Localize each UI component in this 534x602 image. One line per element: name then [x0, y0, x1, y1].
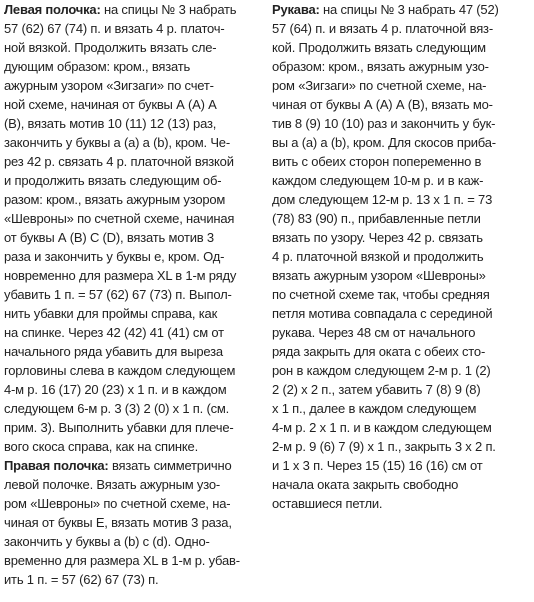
- text-line: петля мотива совпадала с серединой: [272, 306, 493, 321]
- text-line: рон в каждом следующем 2-м р. 1 (2): [272, 363, 491, 378]
- text-line: начального ряда убавить для выреза: [4, 344, 223, 359]
- text-line: ной схеме, начиная от буквы А (А) А: [4, 97, 217, 112]
- text-line: 57 (62) 67 (74) п. и вязать 4 р. платоч-: [4, 21, 225, 36]
- text-line: ажурным узором «Зигзаги» по счет-: [4, 78, 214, 93]
- text-line: ром «Зигзаги» по счетной схеме, на-: [272, 78, 487, 93]
- text-line: начала оката закрыть свободно: [272, 477, 459, 492]
- section-left-front: [4, 0, 262, 456]
- right-column: [272, 0, 530, 602]
- text-line: вы а (а) а (b), кром. Для скосов приба-: [272, 135, 496, 150]
- text-line: дом следующем 12-м р. 13 х 1 п. = 73: [272, 192, 493, 207]
- text-line: рукава. Через 48 см от начального: [272, 325, 476, 340]
- text-line: убавить 1 п. = 57 (62) 67 (73) п. Выпол-: [4, 287, 232, 302]
- section-sleeves: [272, 0, 530, 513]
- text-line: 2 (2) х 2 п., затем убавить 7 (8) 9 (8): [272, 382, 481, 397]
- text-line: х 1 п., далее в каждом следующем: [272, 401, 477, 416]
- text-line: закончить у буквы а (b) с (d). Одно-: [4, 534, 210, 549]
- text-line: образом: кром., вязать ажурным узо-: [272, 59, 489, 74]
- text-line: вязать ажурным узором «Шевроны»: [272, 268, 486, 283]
- text-line: вого скоса справа, как на спинке.: [4, 439, 198, 454]
- text-fragment: вязать симметрично: [108, 458, 232, 473]
- text-line: рез 42 р. связать 4 р. платочной вязкой: [4, 154, 234, 169]
- text-line: вязать по узору. Через 42 р. связать: [272, 230, 483, 245]
- text-line: по счетной схеме так, чтобы средняя: [272, 287, 490, 302]
- section-heading: Правая полочка:: [4, 458, 109, 473]
- text-line: кой. Продолжить вязать следующим: [272, 40, 486, 55]
- text-line: дующим образом: кром., вязать: [4, 59, 191, 74]
- text-line: 2-м р. 9 (6) 7 (9) х 1 п., закрыть 3 х 2 п.: [272, 439, 496, 454]
- text-line: следующем 6-м р. 3 (3) 2 (0) х 1 п. (см.: [4, 401, 230, 416]
- text-line: ряда закрыть для оката с обеих сто-: [272, 344, 486, 359]
- text-line: прим. 3). Выполнить убавки для плече-: [4, 420, 234, 435]
- text-line: новременно для размера XL в 1-м ряду: [4, 268, 237, 283]
- left-column: [4, 0, 262, 602]
- text-line: чиная от буквы А (А) А (В), вязать мо-: [272, 97, 493, 112]
- text-fragment: на спицы № 3 набрать: [100, 2, 237, 17]
- section-right-front: [4, 456, 262, 589]
- text-line: нить убавки для проймы справа, как: [4, 306, 218, 321]
- text-line: вить с обеих сторон попеременно в: [272, 154, 482, 169]
- text-line: горловины слева в каждом следующем: [4, 363, 236, 378]
- text-line: раза и закончить у буквы е, кром. Од-: [4, 249, 225, 264]
- text-line: ром «Шевроны» по счетной схеме, на-: [4, 496, 231, 511]
- text-line: 4-м р. 2 х 1 п. и в каждом следующем: [272, 420, 492, 435]
- text-line: от буквы А (В) С (D), вязать мотив 3: [4, 230, 214, 245]
- text-line: «Шевроны» по счетной схеме, начиная: [4, 211, 235, 226]
- text-line: ной вязкой. Продолжить вязать сле-: [4, 40, 217, 55]
- section-heading: Рукава:: [272, 2, 320, 17]
- text-line: закончить у буквы а (а) а (b), кром. Че-: [4, 135, 230, 150]
- text-line: 4 р. платочной вязкой и продолжить: [272, 249, 484, 264]
- text-line: [4, 0, 262, 19]
- text-line: левой полочке. Вязать ажурным узо-: [4, 477, 221, 492]
- text-line: (В), вязать мотив 10 (11) 12 (13) раз,: [4, 116, 217, 131]
- text-line: каждом следующем 10-м р. и в каж-: [272, 173, 484, 188]
- text-line: (78) 83 (90) п., прибавленные петли: [272, 211, 481, 226]
- text-line: чиная от буквы Е, вязать мотив 3 раза,: [4, 515, 232, 530]
- text-line: оставшиеся петли.: [272, 496, 383, 511]
- text-line: 4-м р. 16 (17) 20 (23) х 1 п. и в каждом: [4, 382, 227, 397]
- text-line: [4, 456, 262, 475]
- section-heading: Левая полочка:: [4, 2, 101, 17]
- text-line: временно для размера XL в 1-м р. убав-: [4, 553, 240, 568]
- text-fragment: на спицы № 3 набрать 47 (52): [319, 2, 499, 17]
- text-line: и 1 х 3 п. Через 15 (15) 16 (16) см от: [272, 458, 483, 473]
- text-line: разом: кром., вязать ажурным узором: [4, 192, 226, 207]
- text-line: [272, 0, 530, 19]
- text-line: тив 8 (9) 10 (10) раз и закончить у бук-: [272, 116, 496, 131]
- text-line: ить 1 п. = 57 (62) 67 (73) п.: [4, 572, 159, 587]
- text-line: 57 (64) п. и вязать 4 р. платочной вяз-: [272, 21, 493, 36]
- text-line: на спинке. Через 42 (42) 41 (41) см от: [4, 325, 224, 340]
- text-line: и продолжить вязать следующим об-: [4, 173, 222, 188]
